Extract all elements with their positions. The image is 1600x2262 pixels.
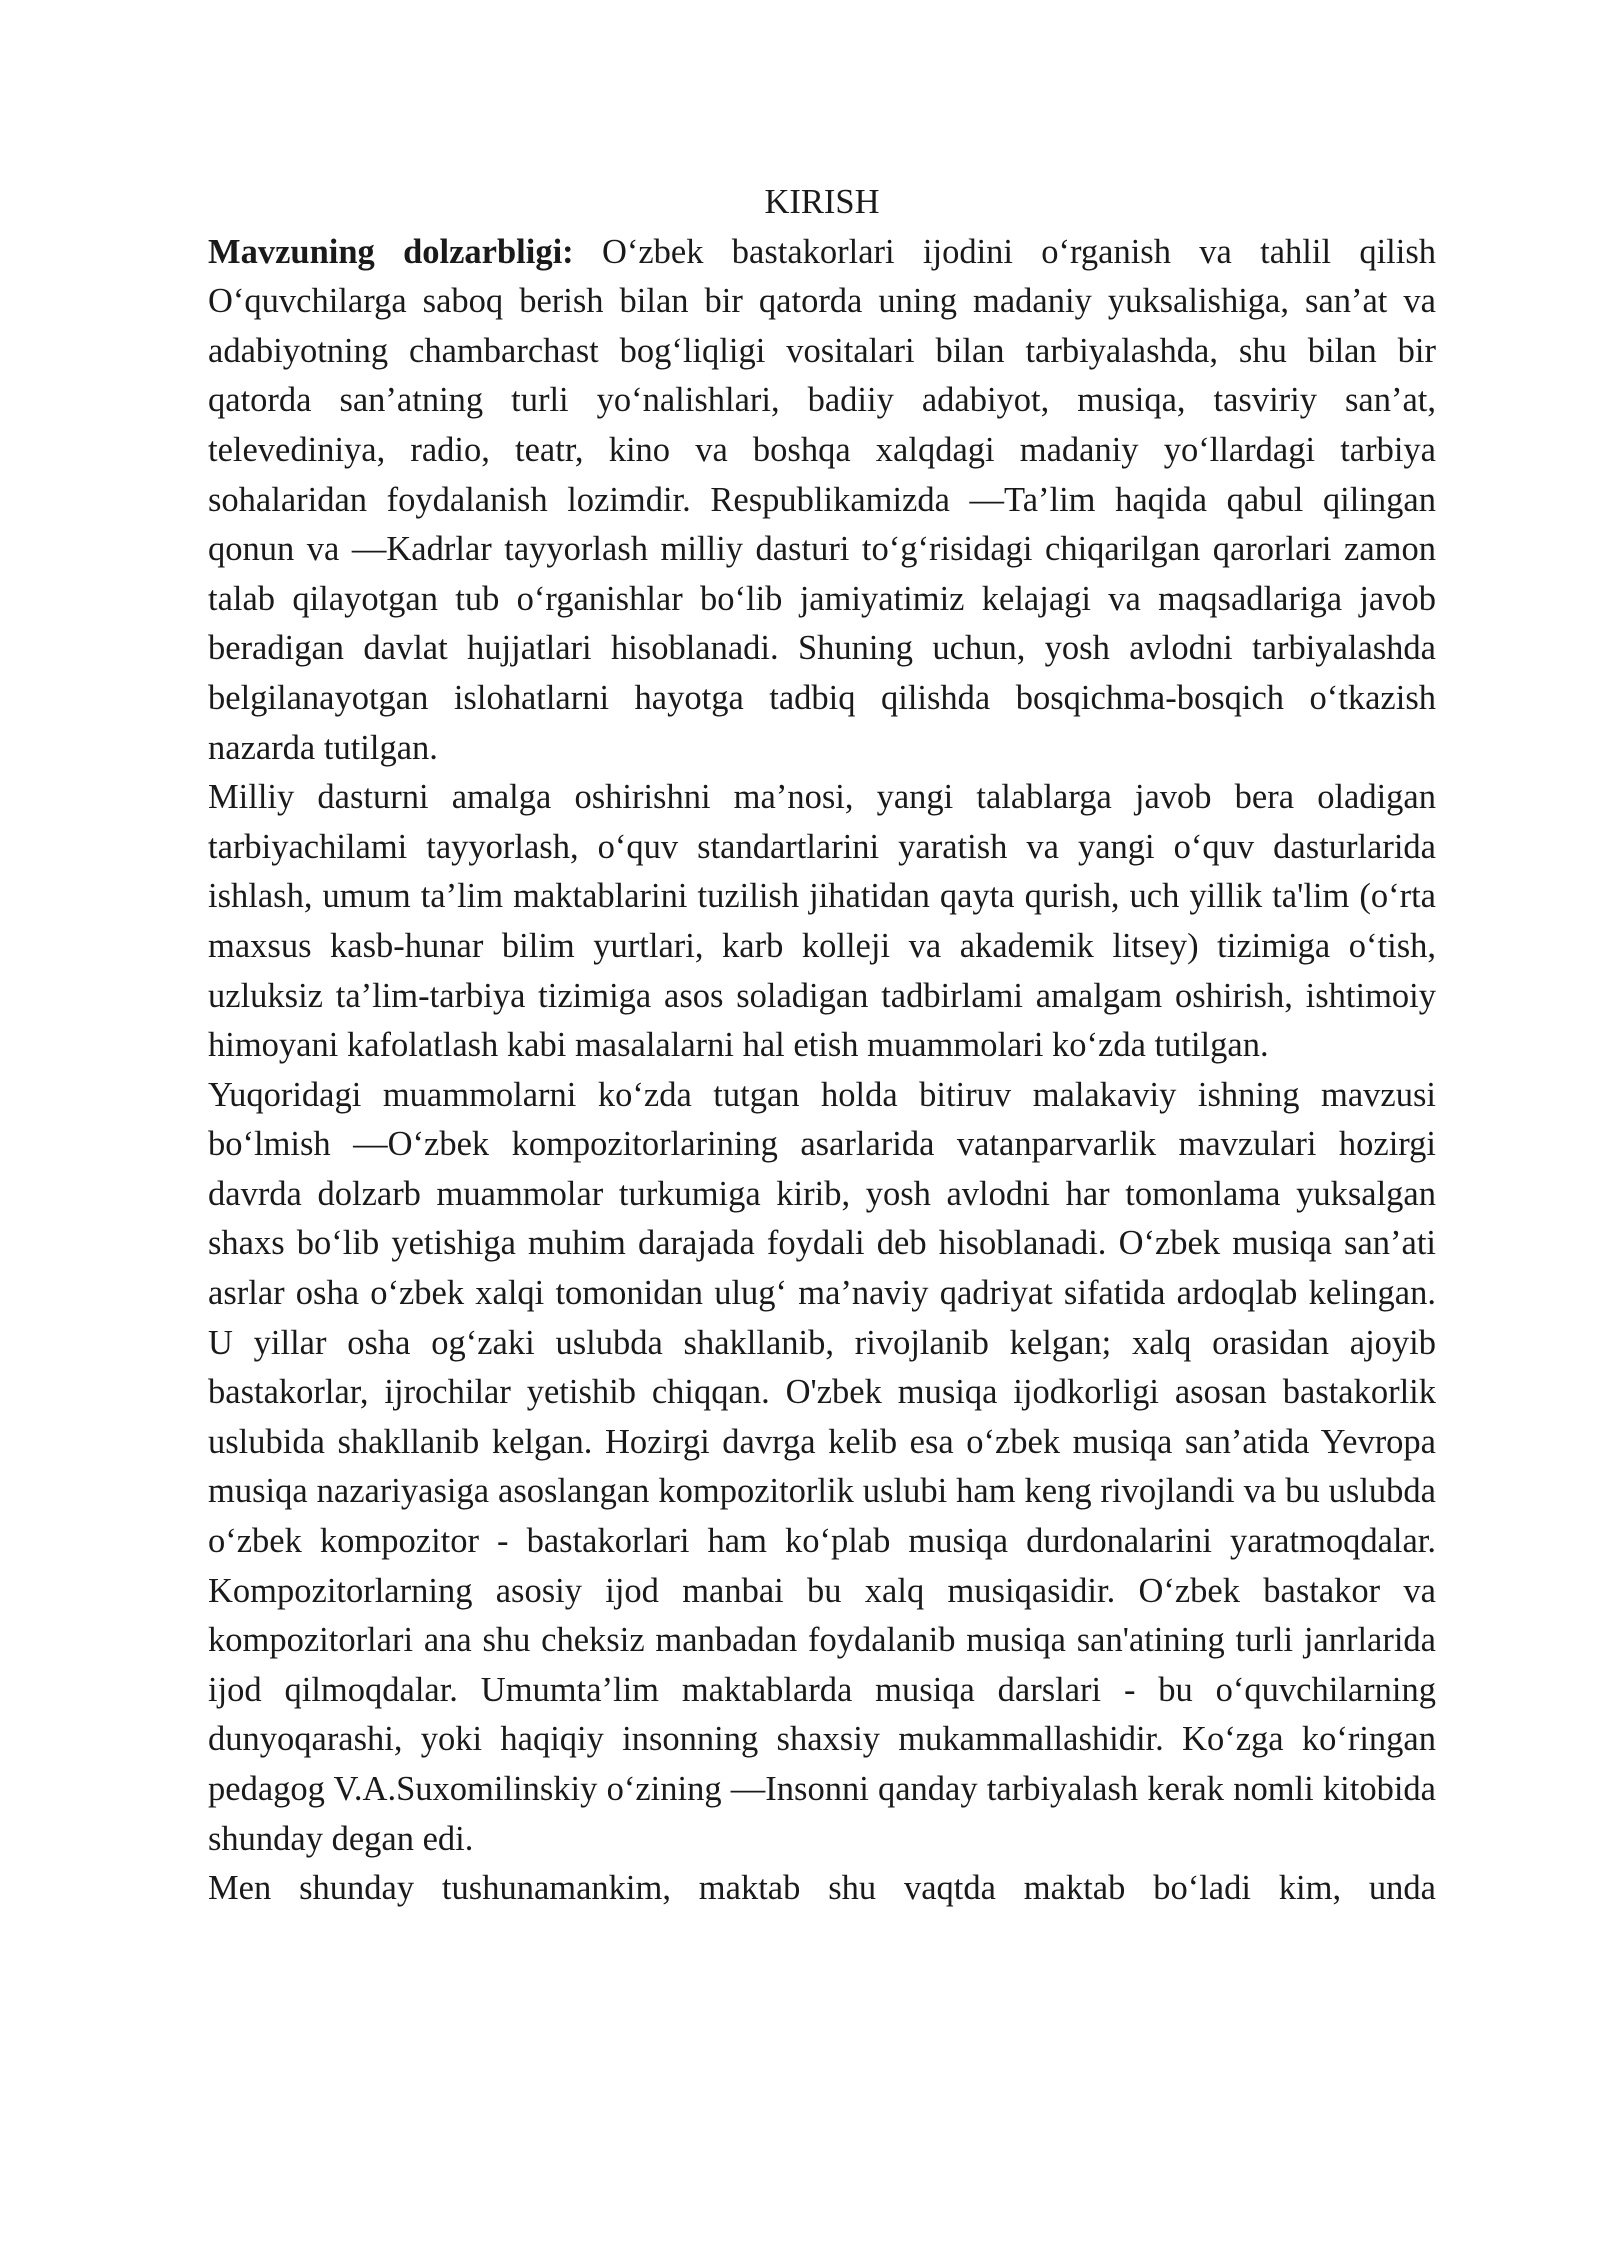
paragraph-composers: Yuqoridagi muammolarni ko‘zda tutgan holda bitiruv malakaviy ishning mavzusi bo‘lmish —O‘zbek kompozitorlarining asarlarida vatanparvarlik mavzulari hozirgi davrda dolzarb muammolar turkumiga kirib, yosh avlodni har tomonlama yuksalgan shaxs bo‘lib yetishiga muhim darajada foydali deb hisoblanadi. O‘zbek musiqa san’ati asrlar osha o‘zbek xalqi tomonidan ulug‘ ma’naviy qadriyat sifatida ardoqlab kelingan. U yillar osha og‘zaki uslubda shakllanib, rivojlanib kelgan; xalq orasidan ajoyib bastakorlar, ijrochilar yetishib chiqqan. O'zbek musiqa ijodkorligi asosan bastakorlik uslubida shakllanib kelgan. Hozirgi davrga kelib esa o‘zbek musiqa san’atida Yevropa musiqa nazariyasiga asoslangan kompozitorlik uslubi ham keng rivojlandi va bu uslubda o‘zbek kompozitor - bastakorlari ham ko‘plab musiqa durdonalarini yaratmoqdalar. Kompozitorlarning asosiy ijod manbai bu xalq musiqasidir. O‘zbek bastakor va kompozitorlari ana shu cheksiz manbadan foydalanib musiqa san'atining turli janrlarida ijod qilmoqdalar. Umumta’lim maktablarda musiqa darslari - bu o‘quvchilarning dunyoqarashi, yoki haqiqiy insonning shaxsiy mukammallashidir. Ko‘zga ko‘ringan pedagog V.A.Suxomilinskiy o‘zining —Insonni qanday tarbiyalash kerak nomli kitobida shunday degan edi. <box>208 1075 1436 1858</box>
paragraph-relevance <box>208 228 1436 774</box>
document-title: KIRISH <box>764 183 880 221</box>
lead-label: Mavzuning dolzarbligi: <box>208 232 574 271</box>
document-page <box>208 178 1436 1914</box>
paragraph-relevance-text: O‘zbek bastakorlari ijodini o‘rganish va tahlil qilish O‘quvchilarga saboq berish bilan bir qatorda uning madaniy yuksalishiga, san’at va adabiyotning chambarchast bog‘liqligi vositalari bilan tarbiyalashda, shu bilan bir qatorda san’atning turli yo‘nalishlari, badiiy adabiyot, musiqa, tasviriy san’at, televediniya, radio, teatr, kino va boshqa xalqdagi madaniy yo‘llardagi tarbiya sohalaridan foydalanish lozimdir. Respublikamizda —Ta’lim haqida qabul qilingan qonun va —Kadrlar tayyorlash milliy dasturi to‘g‘risidagi chiqarilgan qarorlari zamon talab qilayotgan tub o‘rganishlar bo‘lib jamiyatimiz kelajagi va maqsadlariga javob beradigan davlat hujjatlari hisoblanadi. Shuning uchun, yosh avlodni tarbiyalashda belgilanayotgan islohatlarni hayotga tadbiq qilishda bosqichma-bosqich o‘tkazish nazarda tutilgan. <box>208 232 1437 767</box>
paragraph-school: Men shunday tushunamankim, maktab shu vaqtda maktab bo‘ladi kim, unda <box>208 1869 1436 1908</box>
paragraph-national-program: Milliy dasturni amalga oshirishni ma’nosi, yangi talablarga javob bera oladigan tarbiyachilami tayyorlash, o‘quv standartlarini yaratish va yangi o‘quv dasturlarida ishlash, umum ta’lim maktablarini tuzilish jihatidan qayta qurish, uch yillik ta'lim (o‘rta maxsus kasb-hunar bilim yurtlari, karb kolleji va akademik litsey) tizimiga o‘tish, uzluksiz ta’lim-tarbiya tizimiga asos soladigan tadbirlami amalgam oshirish, ishtimoiy himoyani kafolatlash kabi masalalarni hal etish muammolari ko‘zda tutilgan. <box>208 778 1436 1065</box>
